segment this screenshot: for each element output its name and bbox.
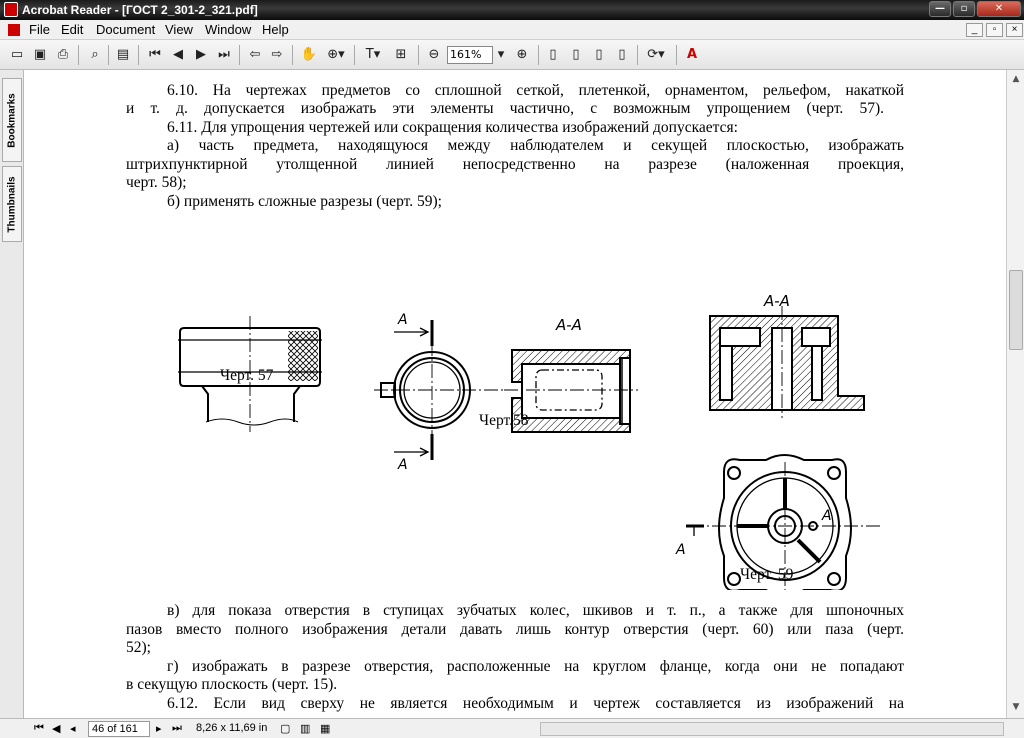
drawing-58-view [374, 312, 504, 473]
maximize-button[interactable]: ▫ [953, 1, 975, 17]
item-b: б) применять сложные разрезы (черт. 59); [167, 193, 442, 210]
doc-minimize-button[interactable]: _ [966, 23, 983, 37]
last-page-icon[interactable]: ⏭ [218, 47, 230, 62]
menu-file[interactable]: File [29, 22, 50, 37]
caption-59: Черт. 59 [740, 566, 794, 583]
print-icon[interactable]: ⎙ [57, 47, 69, 62]
page-number-field[interactable]: 46 of 161 [88, 721, 150, 737]
fit-visible-icon[interactable]: ▯ [618, 47, 626, 62]
window-title: Acrobat Reader - [ГОСТ 2_301-2_321.pdf] [22, 3, 258, 17]
item-g-line1: г) изображать в разрезе отверстия, расположенные на круглом фланце, когда они не попадают [167, 658, 904, 675]
document-icon[interactable] [8, 24, 20, 36]
separator [239, 45, 240, 65]
text-select-icon[interactable]: T▾ [365, 47, 381, 62]
page-size: 8,26 x 11,69 in [196, 722, 268, 734]
next-page-status-icon[interactable]: ▸ [156, 723, 162, 735]
vertical-scrollbar[interactable] [1006, 70, 1024, 718]
pdf-page [24, 70, 1006, 718]
section-title-aa: А-А [764, 292, 790, 310]
previous-page-icon[interactable]: ◀ [173, 47, 183, 62]
separator [637, 45, 638, 65]
next-page-icon[interactable]: ▶ [196, 47, 206, 62]
paragraph-6-10-line1: 6.10. На чертежах предметов со сплошной сеткой, плетенкой, орнаментом, рельефом, накаткой [167, 82, 904, 99]
first-page-icon[interactable]: ⏮ [149, 47, 161, 62]
section-label-a: А [398, 457, 408, 473]
go-forward-icon[interactable]: ⇨ [271, 47, 283, 62]
paragraph-6-12: 6.12. Если вид сверху не является необходимым и чертеж составляется из изображений на [167, 695, 904, 712]
save-icon[interactable]: ▣ [33, 47, 47, 62]
section-title-aa: А-А [556, 316, 582, 334]
paragraph-6-10-line2: и т. д. допускается изображать эти элементы частично, с возможным упрощением (черт. 57). [126, 100, 884, 117]
menu-edit[interactable]: Edit [61, 22, 84, 37]
title-bar [0, 0, 1024, 20]
facing-icon[interactable]: ▦ [320, 723, 331, 735]
document-view[interactable] [24, 70, 1006, 718]
paragraph-6-11: 6.11. Для упрощения чертежей или сокращения количества изображений допускается: [167, 119, 738, 136]
caption-58: Черт.58 [479, 412, 529, 429]
go-back-icon[interactable]: ⇦ [249, 47, 261, 62]
minimize-button[interactable]: — [929, 1, 951, 17]
section-label-a: А [822, 508, 832, 524]
prev-page-status-icon[interactable]: ◀ [52, 723, 61, 735]
item-v-line1: в) для показа отверстия в ступицах зубчатых колес, шкивов и т. п., а также для шпоночных [167, 602, 904, 619]
zoom-dropdown-icon[interactable]: ▾ [497, 47, 505, 62]
zoom-out-icon[interactable]: ⊖ [428, 47, 440, 62]
status-bar [0, 718, 1024, 738]
toolbar [0, 40, 1024, 70]
rotate-view-icon[interactable]: ⟳▾ [647, 47, 665, 62]
caption-57: Черт. 57 [220, 367, 274, 384]
zoom-in-icon[interactable]: ⊕ [516, 47, 528, 62]
navigation-pane [0, 70, 24, 718]
item-v-line2: пазов вместо полного изображения детали давать лишь контур отверстия (черт. 60) или паза (черт. [126, 621, 904, 638]
separator [292, 45, 293, 65]
scroll-up-icon[interactable]: ▲ [1012, 74, 1020, 84]
item-a-line2: штрихпунктирной утолщенной линией непосредственно на разрезе (наложенная проекция, [126, 156, 904, 173]
doc-restore-button[interactable]: ▫ [986, 23, 1003, 37]
zoom-tool-icon[interactable]: ⊕▾ [327, 47, 345, 62]
show-navigation-icon[interactable]: ▤ [116, 47, 130, 62]
separator [354, 45, 355, 65]
item-g-line2: в секущую плоскость (черт. 15). [126, 676, 338, 693]
zoom-input[interactable]: 161% [447, 46, 493, 64]
section-label-a: А [676, 542, 686, 558]
close-button[interactable]: ✕ [977, 1, 1021, 17]
drawing-59-section [710, 292, 864, 418]
tab-thumbnails[interactable]: Thumbnails [2, 166, 22, 242]
horizontal-scrollbar[interactable] [540, 722, 1004, 736]
single-page-icon[interactable]: ▢ [280, 723, 291, 735]
separator [676, 45, 677, 65]
hand-tool-icon[interactable]: ✋ [300, 47, 318, 62]
find-icon[interactable]: ⌕ [91, 47, 99, 62]
menu-view[interactable]: View [165, 22, 193, 37]
item-a-line3: черт. 58); [126, 174, 187, 191]
continuous-icon[interactable]: ▥ [300, 723, 311, 735]
separator [138, 45, 139, 65]
separator [78, 45, 79, 65]
scroll-thumb[interactable] [1009, 270, 1023, 350]
open-icon[interactable]: ▭ [10, 47, 24, 62]
snapshot-icon[interactable]: ⊞ [395, 47, 407, 62]
actual-size-icon[interactable]: ▯ [549, 47, 557, 62]
drawings-area [24, 210, 1006, 590]
adobe-logo-icon[interactable]: A [686, 47, 698, 62]
menu-window[interactable]: Window [205, 22, 252, 37]
section-label-a: А [398, 312, 408, 328]
menu-help[interactable]: Help [262, 22, 289, 37]
first-page-status-icon[interactable]: ⏮ [34, 722, 44, 734]
acrobat-icon [4, 2, 18, 17]
item-v-line3: 52); [126, 639, 151, 656]
tab-bookmarks[interactable]: Bookmarks [2, 78, 22, 162]
scroll-down-icon[interactable]: ▼ [1012, 702, 1020, 712]
doc-close-button[interactable]: × [1006, 23, 1023, 37]
menu-document[interactable]: Document [96, 22, 156, 37]
separator [538, 45, 539, 65]
item-a-line1: а) часть предмета, находящуюся между наблюдателем и секущей плоскостью, изображать [167, 137, 904, 154]
prev-page-status-icon-2[interactable]: ◂ [70, 723, 76, 735]
fit-page-icon[interactable]: ▯ [572, 47, 580, 62]
separator [418, 45, 419, 65]
menu-bar [0, 20, 1024, 40]
fit-width-icon[interactable]: ▯ [595, 47, 603, 62]
last-page-status-icon[interactable]: ⏭ [172, 722, 182, 734]
separator [108, 45, 109, 65]
